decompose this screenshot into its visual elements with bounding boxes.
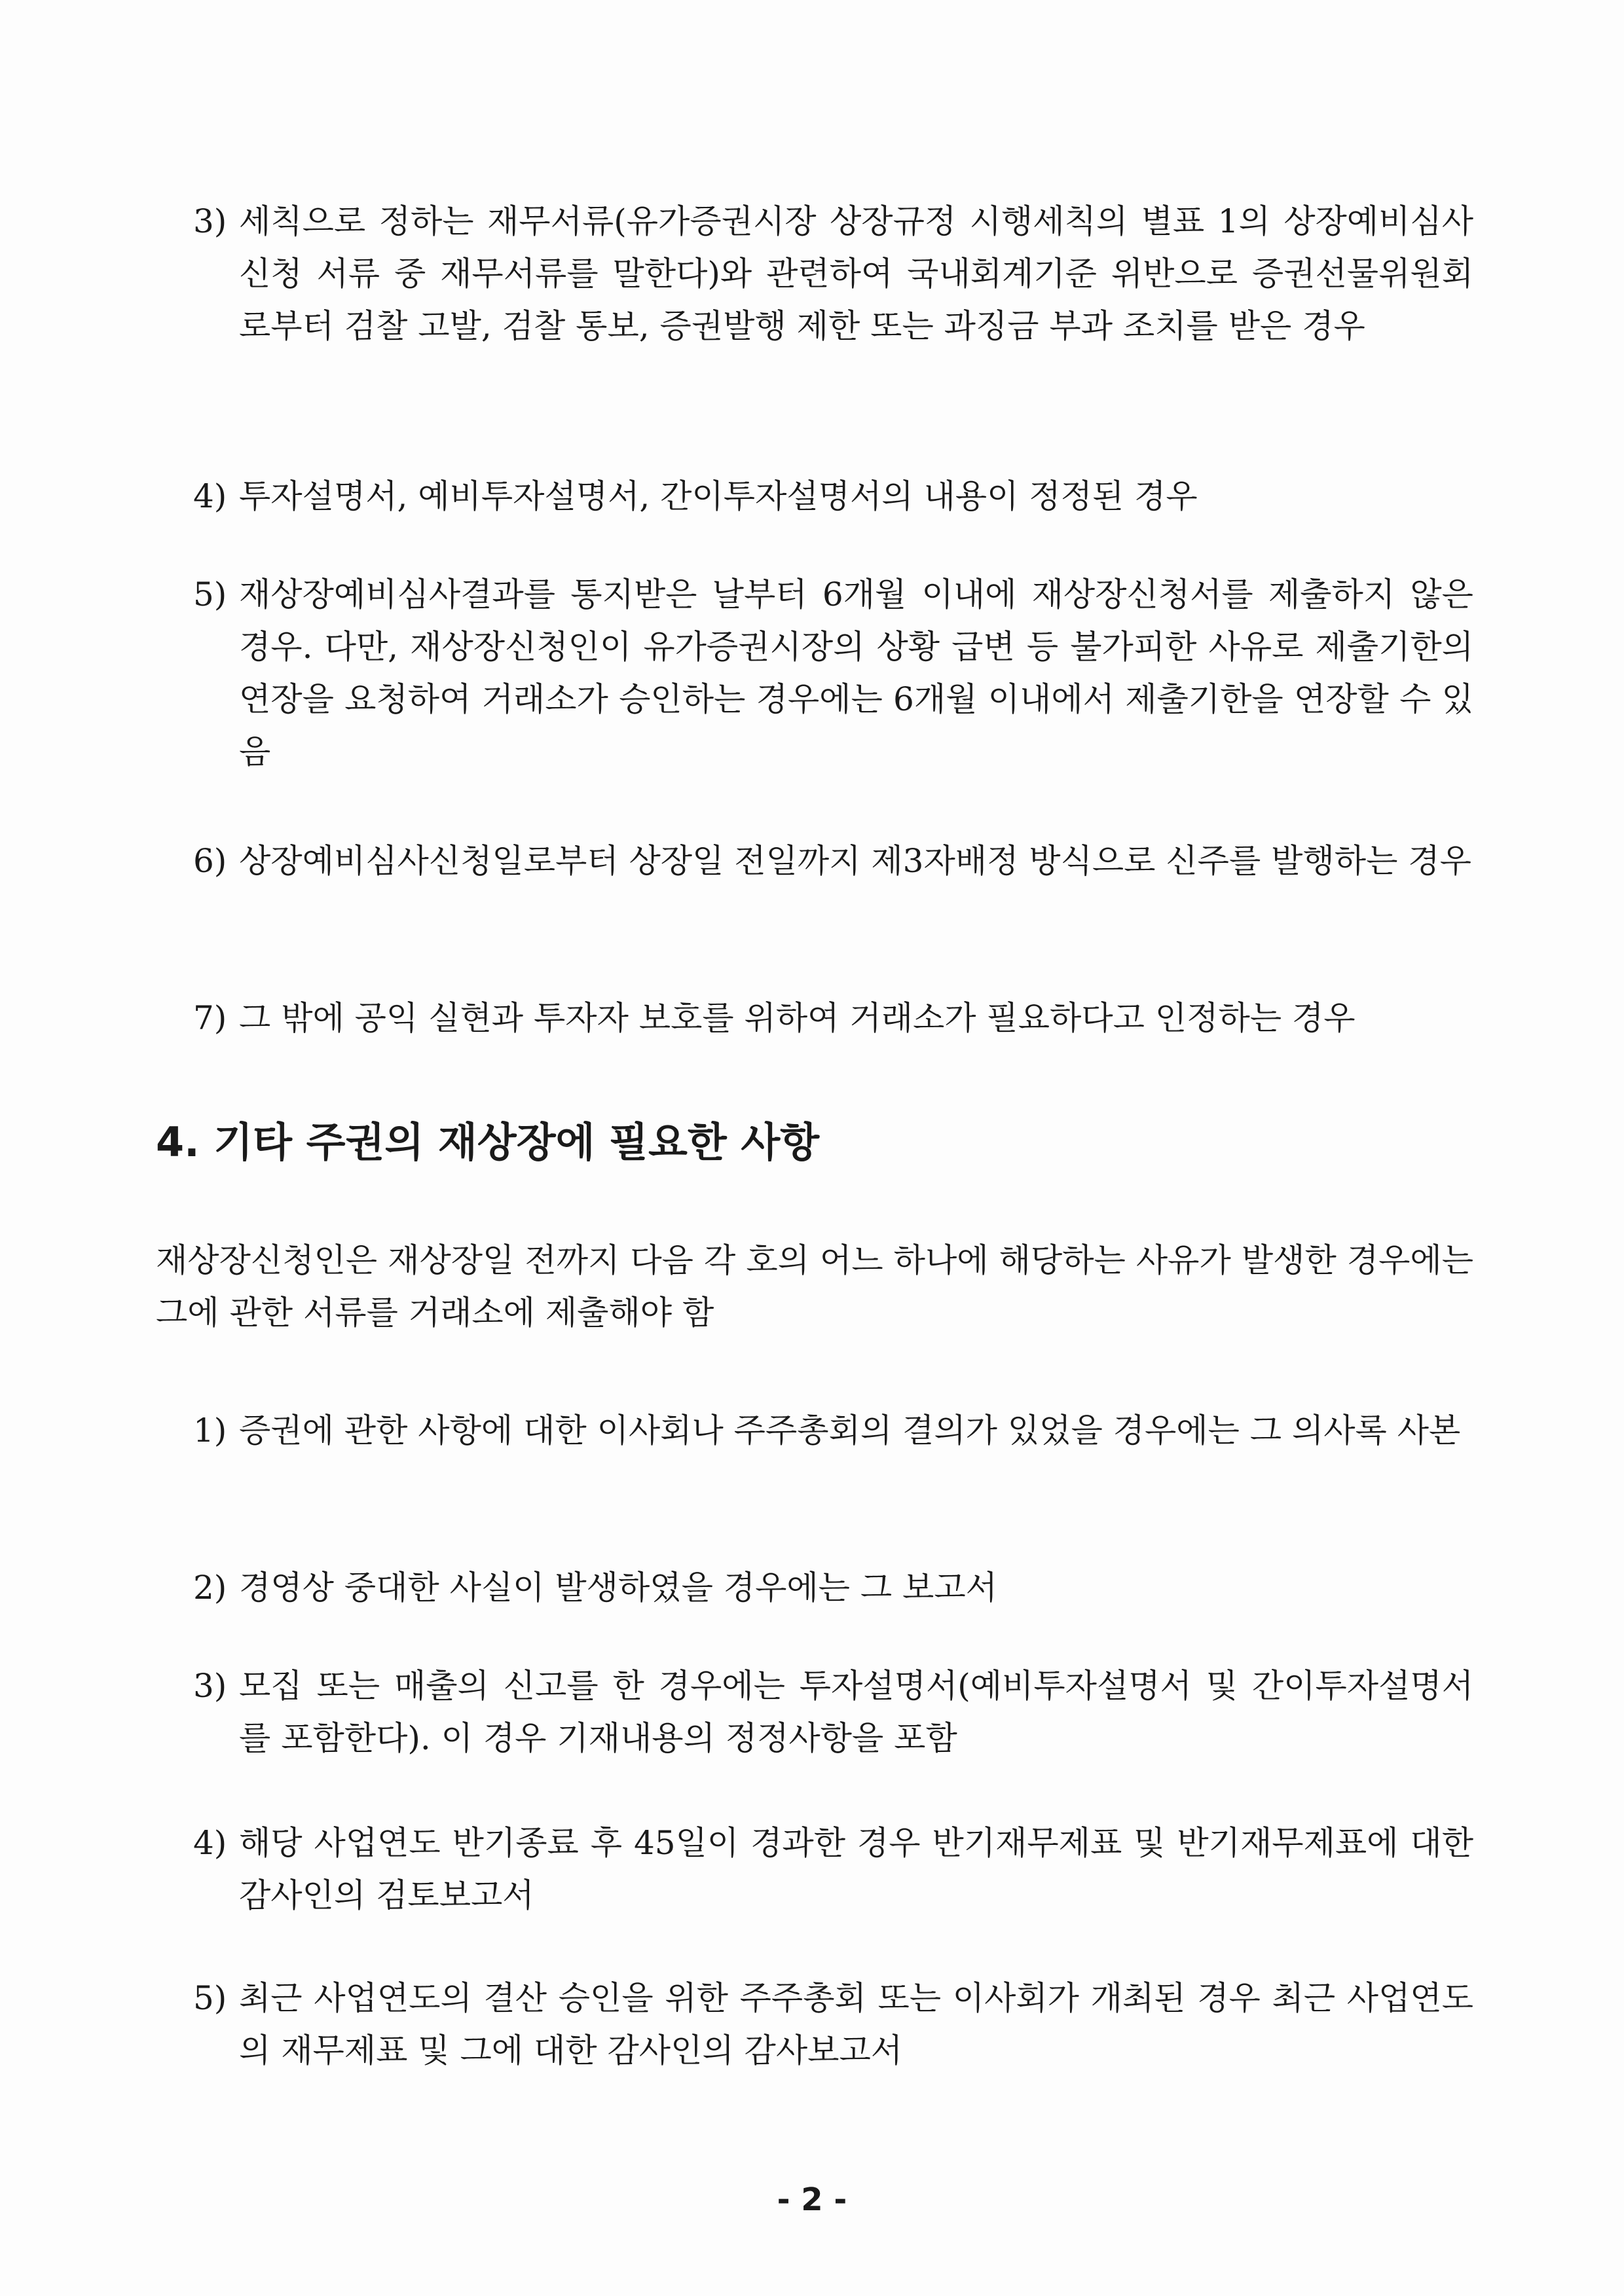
list-item bbox=[193, 1561, 1473, 1614]
list-item bbox=[193, 195, 1473, 352]
list-item-number: 2) bbox=[193, 1569, 227, 1607]
list-item-number: 6) bbox=[193, 842, 227, 880]
list-item bbox=[193, 835, 1473, 887]
list-item-text: 모집 또는 매출의 신고를 한 경우에는 투자설명서(예비투자설명서 및 간이투자설명서를 포함한다). 이 경우 기재내용의 정정사항을 포함 bbox=[239, 1667, 1473, 1757]
list-item bbox=[193, 1817, 1473, 1922]
list-item-number: 7) bbox=[193, 999, 227, 1037]
list-item-text: 최근 사업연도의 결산 승인을 위한 주주총회 또는 이사회가 개최된 경우 최근 사업연도의 재무제표 및 그에 대한 감사인의 감사보고서 bbox=[239, 1979, 1473, 2069]
list-item bbox=[193, 1972, 1473, 2077]
list-item-number: 4) bbox=[193, 1824, 227, 1862]
list-item-number: 4) bbox=[193, 477, 227, 515]
list-item-number: 3) bbox=[193, 1667, 227, 1705]
list-item-text: 세칙으로 정하는 재무서류(유가증권시장 상장규정 시행세칙의 별표 1의 상장예비심사 신청 서류 중 재무서류를 말한다)와 관련하여 국내회계기준 위반으로 증권선물위원회로부터 검찰 고발, 검찰 통보, 증권발행 제한 또는 과징금 부과 조치를 받은 경우 bbox=[239, 202, 1473, 345]
list-item-text: 그 밖에 공익 실현과 투자자 보호를 위하여 거래소가 필요하다고 인정하는 경우 bbox=[239, 999, 1356, 1037]
list-item-text: 재상장예비심사결과를 통지받은 날부터 6개월 이내에 재상장신청서를 제출하지 않은 경우. 다만, 재상장신청인이 유가증권시장의 상황 급변 등 불가피한 사유로 제출기한의 연장을 요청하여 거래소가 승인하는 경우에는 6개월 이내에서 제출기한을 연장할 수 있음 bbox=[239, 575, 1473, 771]
section-intro: 재상장신청인은 재상장일 전까지 다음 각 호의 어느 하나에 해당하는 사유가 발생한 경우에는 그에 관한 서류를 거래소에 제출해야 함 bbox=[156, 1241, 1473, 1332]
list-item-number: 5) bbox=[193, 1979, 227, 2017]
section-heading: 4. 기타 주권의 재상장에 필요한 사항 bbox=[156, 1118, 820, 1166]
list-item bbox=[193, 1660, 1473, 1764]
list-item-number: 1) bbox=[193, 1412, 227, 1449]
list-item-text: 상장예비심사신청일로부터 상장일 전일까지 제3자배정 방식으로 신주를 발행하는 경우 bbox=[239, 842, 1471, 880]
list-item bbox=[193, 470, 1473, 522]
page-number: - 2 - bbox=[777, 2181, 847, 2218]
list-item-text: 증권에 관한 사항에 대한 이사회나 주주총회의 결의가 있었을 경우에는 그 의사록 사본 bbox=[239, 1412, 1461, 1449]
list-item-text: 해당 사업연도 반기종료 후 45일이 경과한 경우 반기재무제표 및 반기재무제표에 대한 감사인의 검토보고서 bbox=[239, 1824, 1473, 1914]
list-item bbox=[193, 568, 1473, 778]
list-item-number: 3) bbox=[193, 202, 227, 240]
list-item-text: 경영상 중대한 사실이 발생하였을 경우에는 그 보고서 bbox=[239, 1569, 997, 1607]
list-item bbox=[193, 1404, 1473, 1457]
list-item-number: 5) bbox=[193, 575, 227, 613]
list-item-text: 투자설명서, 예비투자설명서, 간이투자설명서의 내용이 정정된 경우 bbox=[239, 477, 1198, 515]
list-item bbox=[193, 992, 1473, 1044]
